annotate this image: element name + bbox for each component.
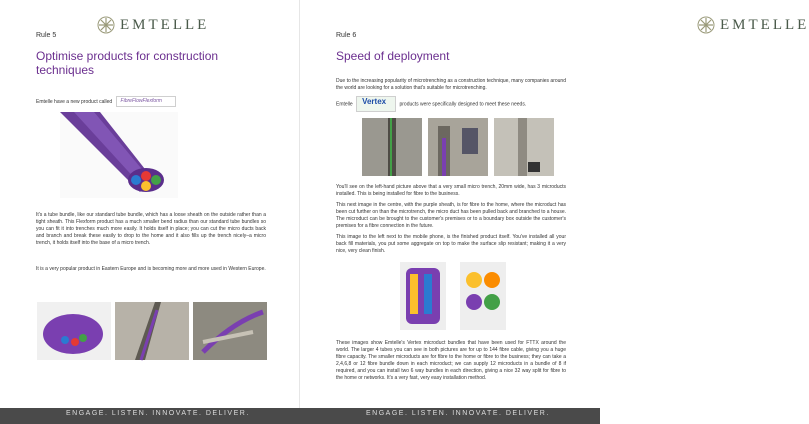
- brand-name: EMTELLE: [720, 16, 809, 33]
- emtelle-star-icon: [697, 16, 715, 34]
- finished-surface-photo: [494, 118, 554, 176]
- branch-photo: [428, 118, 488, 176]
- left-page: [0, 0, 300, 408]
- ducts-in-trench-photo: [193, 302, 267, 360]
- finish-paragraph: This image to the left next to the mobile phone, is the finished product itself. You've installed all your back fill materials, you put some aggregate on top to make the surface slip resistant; making it a very nice, very clean finish.: [336, 234, 566, 254]
- brand-logo-right: [697, 15, 809, 35]
- vertex-paragraph: These images show Emtelle's Vertex microduct bundles that have been used for FTTX around the world. The larger 4 tubes you can see in both pictures are for up to 144 fibre cable, giving you a huge fibre capacity. The smaller microducts are for fibre to the home or fibre to the business; they can take a 2,4,6,8 or 12 fibre bundle down in each microduct; we can supply 12 microducts in a bundle of 8 if required, and you can install two 6 way bundles in each direction, giving a nice 32 way split for fibre to the home or networks. It's a very fast, very easy installation method.: [336, 340, 566, 381]
- brand-name: EMTELLE: [120, 16, 210, 33]
- vertex-bundle-photo-2: [460, 262, 506, 330]
- microtrench-paragraph: You'll see on the left-hand picture above that a very small micro trench, 20mm wide, has 3 microducts installed. This is being installed for fibre to the business.: [336, 184, 566, 197]
- right-page: [300, 0, 809, 408]
- branching-paragraph: This next image in the centre, with the purple sheath, is for fibre to the home, where the microduct has been cut further on than the microtrench, the micro duct has been pulled back and branched to a house. The microduct can be brought to the customer's premises or to a boundary box outside the customer's premises for a fibre connection in the future.: [336, 202, 566, 229]
- flexform-cut-photo: [37, 302, 111, 360]
- intro-line: [36, 96, 266, 107]
- vertex-bundle-photo-1: [400, 262, 446, 330]
- intro-paragraph: Due to the increasing popularity of microtrenching as a construction technique, many companies around the world are looking for a solution that's suitable for microtrenching.: [336, 78, 566, 91]
- footer-tagline: ENGAGE. LISTEN. INNOVATE. DELIVER.: [66, 410, 250, 417]
- trench-install-photo: [115, 302, 189, 360]
- vertex-pre-text: Emtelle: [336, 101, 353, 108]
- vertex-post-text: products were specifically designed to meet these needs.: [399, 101, 527, 108]
- page-heading: Optimise products for construction techniques: [36, 49, 219, 77]
- fibreflow-logo: [116, 96, 176, 107]
- description-paragraph: It's a tube bundle, like our standard tube bundle, which has a loose sheath on the outside rather than a tight sheath. This Flexform product has a much smaller bend radius than our standard tube bundles so you can fit it into trenches much more easily. It holds itself in place; you can cut the micro ducts back and branch and break these easily to drop to the home and it also fills up the trench nicely–a micro trench, it holds itself into the base of a micro trench.: [36, 212, 266, 246]
- footer-tagline-right: ENGAGE. LISTEN. INNOVATE. DELIVER.: [366, 410, 550, 417]
- intro-text: Emtelle have a new product called: [36, 98, 113, 105]
- microtrench-photo: [362, 118, 422, 176]
- vertex-line: [336, 96, 566, 112]
- rule-label: Rule 5: [36, 32, 57, 39]
- tube-bundle-photo: [60, 112, 178, 198]
- emtelle-star-icon: [97, 16, 115, 34]
- vertex-logo-text: Vertex: [362, 97, 387, 106]
- market-paragraph: It is a very popular product in Eastern Europe and is becoming more and more used in Western Europe.: [36, 266, 266, 272]
- vertex-logo: [356, 96, 396, 112]
- rule-label: Rule 6: [336, 32, 357, 39]
- page-heading: Speed of deployment: [336, 49, 450, 63]
- fibreflow-logo-text: FibreFlowFlexform: [120, 98, 162, 104]
- brand-logo: [97, 15, 209, 35]
